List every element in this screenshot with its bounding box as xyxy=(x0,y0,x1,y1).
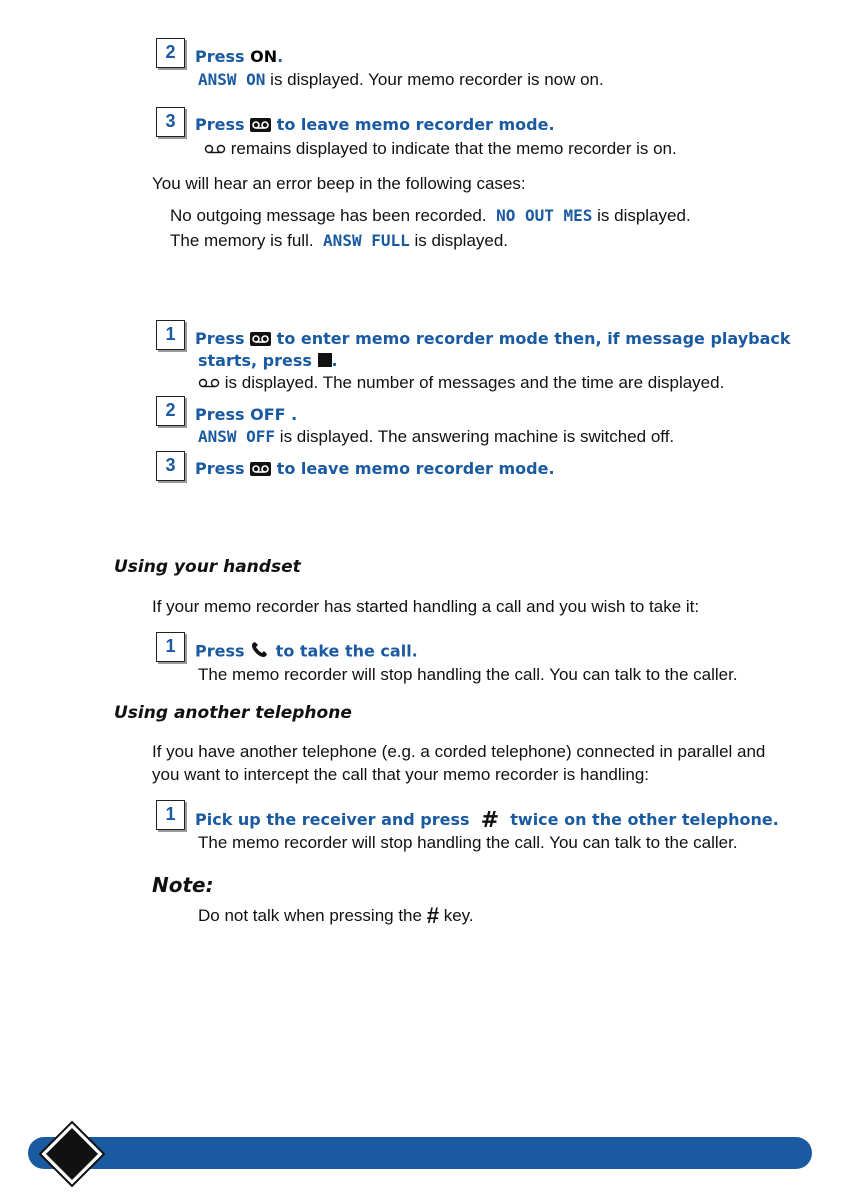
instruction-press-stop xyxy=(198,351,338,370)
instruction-leave-memo-mode xyxy=(195,459,555,478)
step-number-box: 2 xyxy=(156,396,185,426)
instruction-prefix: Press xyxy=(195,47,245,66)
note-text xyxy=(198,903,474,929)
instruction-pick-up-receiver xyxy=(195,808,779,833)
instruction-suffix: . xyxy=(331,351,338,370)
instruction-enter-memo-mode xyxy=(195,329,791,348)
other-phone-intro-line1: If you have another telephone (e.g. a corded telephone) connected in parallel and xyxy=(152,742,766,761)
tape-button-icon xyxy=(250,118,271,132)
display-message: NO OUT MES xyxy=(496,206,593,225)
step-number-box: 2 xyxy=(156,38,185,68)
step-number-box: 1 xyxy=(156,632,185,662)
hash-key-icon: # xyxy=(426,903,439,928)
instruction-suffix: . xyxy=(277,47,284,66)
instruction-prefix: Pick up the receiver and press xyxy=(195,810,470,829)
tape-button-icon xyxy=(250,462,271,476)
display-message: ANSW ON xyxy=(198,70,266,89)
instruction-line1: to enter memo recorder mode then, if message playback xyxy=(276,329,791,348)
error-case-memory-full xyxy=(170,231,508,251)
step-description xyxy=(198,373,724,394)
instruction-suffix: to leave memo recorder mode. xyxy=(276,115,555,134)
instruction-suffix: to leave memo recorder mode. xyxy=(276,459,555,478)
step-number-box: 1 xyxy=(156,800,185,830)
description-text: is displayed. Your memo recorder is now on. xyxy=(270,70,604,89)
stop-button-icon xyxy=(318,353,332,367)
note-heading: Note: xyxy=(152,873,214,897)
step-number-box: 3 xyxy=(156,107,185,137)
step-description xyxy=(204,139,677,160)
description-text: is displayed. The answering machine is switched off. xyxy=(279,427,675,446)
instruction-prefix: Press xyxy=(195,641,245,661)
instruction-press-off: Press OFF . xyxy=(195,405,298,424)
step-description: The memo recorder will stop handling the call. You can talk to the caller. xyxy=(198,665,738,684)
on-key-label: ON xyxy=(250,47,278,66)
footer-bar xyxy=(28,1137,812,1169)
instruction-leave-memo-mode xyxy=(195,115,555,134)
tape-symbol-icon xyxy=(198,374,220,394)
step-description xyxy=(198,70,604,90)
instruction-press-on xyxy=(195,47,283,66)
instruction-prefix: Press xyxy=(195,329,245,348)
description-text: remains displayed to indicate that the memo recorder is on. xyxy=(230,139,677,158)
description-text: is displayed. The number of messages and the time are displayed. xyxy=(224,373,725,392)
step-number-box: 1 xyxy=(156,320,185,350)
note-text-before: Do not talk when pressing the xyxy=(198,906,422,925)
tape-button-icon xyxy=(250,332,271,346)
step-description xyxy=(198,427,674,447)
instruction-suffix: twice on the other telephone. xyxy=(510,810,779,829)
case-text: No outgoing message has been recorded. xyxy=(170,206,487,225)
step-description: The memo recorder will stop handling the call. You can talk to the caller. xyxy=(198,833,738,852)
case-suffix: is displayed. xyxy=(597,206,691,225)
note-text-after: key. xyxy=(443,906,474,925)
handset-intro: If your memo recorder has started handling a call and you wish to take it: xyxy=(152,597,700,616)
tape-symbol-icon xyxy=(204,140,226,160)
case-text: The memory is full. xyxy=(170,231,314,250)
instruction-line2: starts, press xyxy=(198,351,312,370)
phone-handset-icon xyxy=(250,641,270,663)
section-heading-handset: Using your handset xyxy=(114,557,301,577)
hash-key-icon: # xyxy=(480,808,500,833)
instruction-prefix: Press xyxy=(195,459,245,478)
other-phone-intro-line2: you want to intercept the call that your memo recorder is handling: xyxy=(152,765,650,784)
case-suffix: is displayed. xyxy=(414,231,509,250)
instruction-suffix: to take the call. xyxy=(275,641,418,661)
diamond-logo-icon xyxy=(36,1118,108,1190)
section-heading-another-telephone: Using another telephone xyxy=(114,703,352,723)
step-number-box: 3 xyxy=(156,451,185,481)
error-case-no-outgoing xyxy=(170,206,691,226)
display-message: ANSW FULL xyxy=(323,231,410,250)
error-intro: You will hear an error beep in the following cases: xyxy=(152,174,526,193)
instruction-take-call xyxy=(195,641,418,663)
display-message: ANSW OFF xyxy=(198,427,276,446)
instruction-prefix: Press xyxy=(195,115,245,134)
